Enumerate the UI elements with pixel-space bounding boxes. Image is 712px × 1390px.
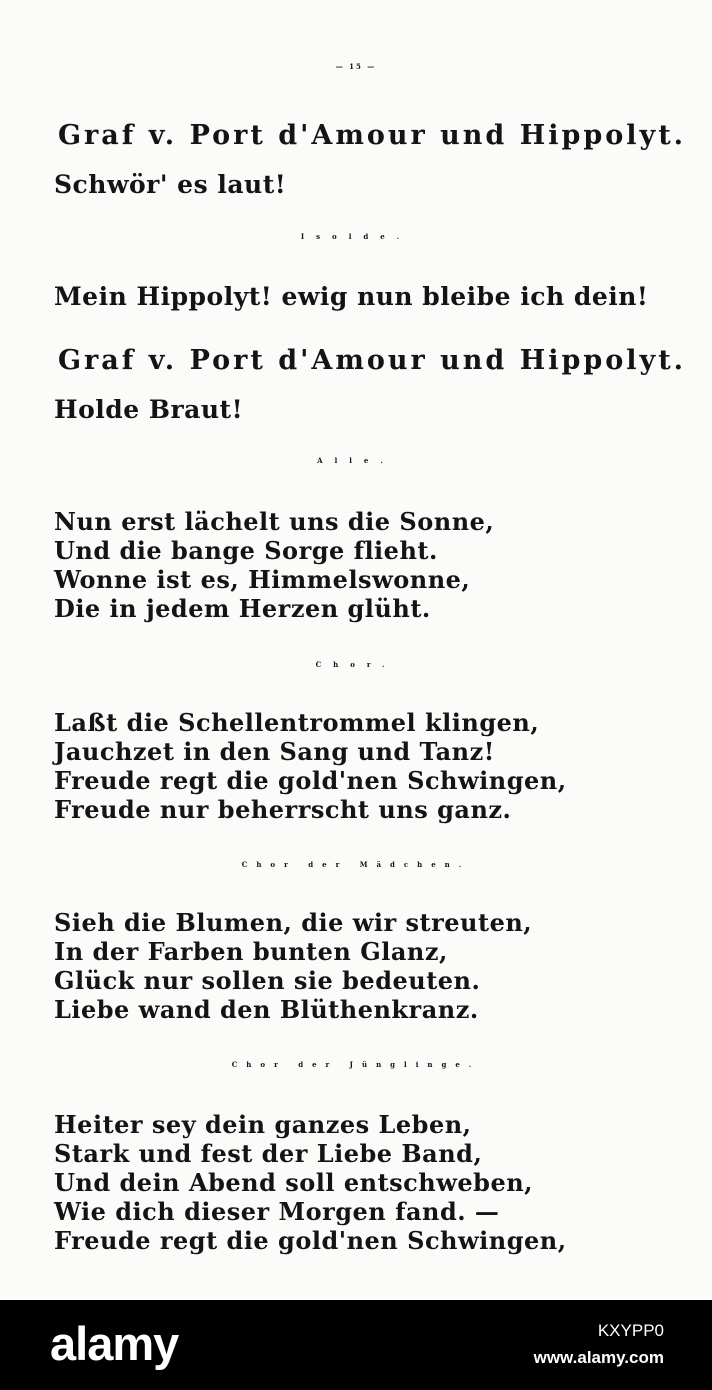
verse-line: Die in jedem Herzen glüht.: [54, 594, 431, 623]
verse-line: Freude nur beherrscht uns ganz.: [54, 795, 512, 824]
verse-line: Und die bange Sorge flieht.: [54, 536, 438, 565]
section-heading: Chor der Jünglinge.: [231, 1060, 481, 1069]
verse-line: Laßt die Schellentrommel klingen,: [54, 708, 540, 737]
verse-line: Und dein Abend soll entschweben,: [54, 1168, 534, 1197]
verse-line: Freude regt die gold'nen Schwingen,: [54, 1226, 567, 1255]
stock-watermark-bar: [0, 1300, 712, 1390]
dialogue-line: Schwör' es laut!: [54, 170, 287, 199]
alamy-logo: alamy: [50, 1317, 179, 1370]
section-heading: Alle.: [317, 456, 395, 465]
verse-line: Freude regt die gold'nen Schwingen,: [54, 766, 567, 795]
verse-line: Stark und fest der Liebe Band,: [54, 1139, 483, 1168]
verse-line: Nun erst lächelt uns die Sonne,: [54, 507, 495, 536]
speaker-heading: Graf v. Port d'Amour und Hippolyt.: [58, 345, 687, 376]
section-heading: Chor der Mädchen.: [241, 860, 471, 869]
speaker-heading: Graf v. Port d'Amour und Hippolyt.: [58, 120, 687, 151]
section-heading: Chor.: [315, 660, 397, 669]
verse-line: Wie dich dieser Morgen fand. —: [54, 1197, 500, 1226]
verse-line: Jauchzet in den Sang und Tanz!: [54, 737, 495, 766]
page-number: — 15 —: [335, 62, 377, 71]
verse-line: Glück nur sollen sie bedeuten.: [54, 966, 481, 995]
verse-line: Wonne ist es, Himmelswonne,: [54, 565, 471, 594]
dialogue-line: Mein Hippolyt! ewig nun bleibe ich dein!: [54, 282, 649, 311]
image-code: KXYPP0: [597, 1321, 664, 1340]
section-heading: Isolde.: [300, 232, 412, 241]
dialogue-line: Holde Braut!: [54, 395, 244, 424]
verse-line: In der Farben bunten Glanz,: [54, 937, 448, 966]
verse-line: Sieh die Blumen, die wir streuten,: [54, 908, 533, 937]
watermark-url: www.alamy.com: [533, 1348, 664, 1367]
verse-line: Heiter sey dein ganzes Leben,: [54, 1110, 472, 1139]
verse-line: Liebe wand den Blüthenkranz.: [54, 995, 479, 1024]
